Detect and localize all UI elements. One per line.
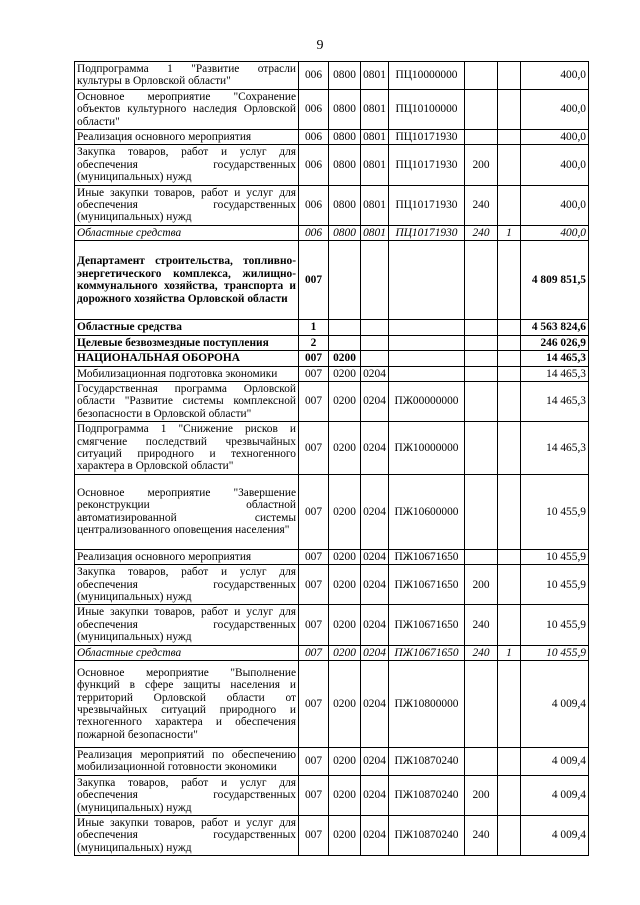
page-number: 9 (316, 38, 324, 53)
admin-code: 006 (299, 89, 329, 129)
target-article-code: ПЖ00000000 (389, 381, 465, 421)
amount: 400,0 (521, 185, 589, 225)
row-name: Реализация мероприятий по обеспечению мобилизационной готовности экономики (75, 748, 299, 776)
subsection-code (361, 335, 389, 350)
subsection-code: 0204 (361, 474, 389, 549)
table-row (75, 816, 589, 856)
section-code (329, 335, 361, 350)
admin-code: 007 (299, 241, 329, 320)
section-code: 0800 (329, 225, 361, 240)
expense-type-code (465, 241, 498, 320)
target-article-code: ПЖ10671650 (389, 645, 465, 660)
admin-code: 007 (299, 422, 329, 475)
expense-type-code (465, 549, 498, 564)
amount: 10 455,9 (521, 549, 589, 564)
admin-code: 007 (299, 351, 329, 366)
row-name: Целевые безвозмездные поступления (75, 335, 299, 350)
funding-source-code (498, 351, 521, 366)
subsection-code: 0204 (361, 366, 389, 381)
expense-type-code (465, 320, 498, 335)
section-code: 0800 (329, 145, 361, 185)
admin-code: 007 (299, 645, 329, 660)
amount: 4 809 851,5 (521, 241, 589, 320)
table-row (75, 185, 589, 225)
section-code: 0200 (329, 366, 361, 381)
subsection-code (361, 320, 389, 335)
section-code: 0200 (329, 748, 361, 776)
amount: 14 465,3 (521, 351, 589, 366)
amount: 10 455,9 (521, 565, 589, 605)
subsection-code: 0801 (361, 89, 389, 129)
table-row (75, 565, 589, 605)
admin-code: 007 (299, 605, 329, 645)
funding-source-code (498, 145, 521, 185)
target-article-code: ПЦ10171930 (389, 145, 465, 185)
target-article-code: ПЦ10171930 (389, 185, 465, 225)
admin-code: 1 (299, 320, 329, 335)
funding-source-code: 1 (498, 225, 521, 240)
subsection-code: 0801 (361, 225, 389, 240)
funding-source-code (498, 185, 521, 225)
funding-source-code (498, 335, 521, 350)
section-code: 0200 (329, 605, 361, 645)
target-article-code: ПЦ10171930 (389, 225, 465, 240)
funding-source-code (498, 89, 521, 129)
amount: 400,0 (521, 130, 589, 145)
amount: 4 563 824,6 (521, 320, 589, 335)
admin-code: 007 (299, 775, 329, 815)
funding-source-code (498, 565, 521, 605)
funding-source-code (498, 661, 521, 748)
expense-type-code (465, 366, 498, 381)
funding-source-code (498, 320, 521, 335)
subsection-code: 0204 (361, 605, 389, 645)
funding-source-code (498, 816, 521, 856)
row-name: Основное мероприятие "Завершение реконструкции областной автоматизированной системы централизованного оповещения населения" (75, 474, 299, 549)
funding-source-code (498, 549, 521, 564)
expense-type-code: 240 (465, 645, 498, 660)
amount: 14 465,3 (521, 381, 589, 421)
amount: 4 009,4 (521, 816, 589, 856)
section-code: 0800 (329, 130, 361, 145)
amount: 400,0 (521, 145, 589, 185)
expense-type-code (465, 89, 498, 129)
subsection-code: 0801 (361, 145, 389, 185)
expense-type-code (465, 748, 498, 776)
row-name: Областные средства (75, 645, 299, 660)
admin-code: 006 (299, 225, 329, 240)
amount: 10 455,9 (521, 605, 589, 645)
funding-source-code (498, 474, 521, 549)
funding-source-code (498, 366, 521, 381)
table-row (75, 605, 589, 645)
funding-source-code (498, 241, 521, 320)
expense-type-code (465, 422, 498, 475)
section-code: 0200 (329, 549, 361, 564)
subsection-code (361, 241, 389, 320)
table-row (75, 775, 589, 815)
subsection-code: 0204 (361, 565, 389, 605)
target-article-code (389, 366, 465, 381)
table-row (75, 549, 589, 564)
amount: 10 455,9 (521, 645, 589, 660)
expense-type-code (465, 335, 498, 350)
expense-type-code: 240 (465, 225, 498, 240)
row-name: Департамент строительства, топливно-энергетического комплекса, жилищно-коммунального хозяйства, транспорта и дорожного хозяйства Орловской области (75, 241, 299, 320)
expense-type-code: 240 (465, 816, 498, 856)
table-row (75, 381, 589, 421)
expense-type-code (465, 381, 498, 421)
section-code: 0800 (329, 89, 361, 129)
target-article-code (389, 320, 465, 335)
section-code: 0200 (329, 422, 361, 475)
admin-code: 007 (299, 366, 329, 381)
row-name: Подпрограмма 1 "Снижение рисков и смягчение последствий чрезвычайных ситуаций природного и техногенного характера в Орловской области" (75, 422, 299, 475)
subsection-code: 0204 (361, 661, 389, 748)
target-article-code: ПЖ10870240 (389, 775, 465, 815)
admin-code: 006 (299, 185, 329, 225)
expense-type-code: 240 (465, 605, 498, 645)
admin-code: 2 (299, 335, 329, 350)
amount: 10 455,9 (521, 474, 589, 549)
row-name: Иные закупки товаров, работ и услуг для обеспечения государственных (муниципальных) нужд (75, 605, 299, 645)
table-row (75, 351, 589, 366)
expense-type-code (465, 130, 498, 145)
subsection-code: 0204 (361, 381, 389, 421)
amount: 400,0 (521, 225, 589, 240)
admin-code: 007 (299, 474, 329, 549)
expense-type-code (465, 661, 498, 748)
expense-type-code: 200 (465, 565, 498, 605)
table-row (75, 62, 589, 90)
row-name: НАЦИОНАЛЬНАЯ ОБОРОНА (75, 351, 299, 366)
row-name: Областные средства (75, 320, 299, 335)
admin-code: 007 (299, 565, 329, 605)
target-article-code: ПЖ10671650 (389, 605, 465, 645)
admin-code: 006 (299, 130, 329, 145)
section-code: 0200 (329, 816, 361, 856)
budget-table (74, 61, 589, 856)
target-article-code: ПЖ10671650 (389, 549, 465, 564)
subsection-code: 0204 (361, 816, 389, 856)
admin-code: 007 (299, 748, 329, 776)
funding-source-code (498, 775, 521, 815)
target-article-code (389, 351, 465, 366)
admin-code: 007 (299, 549, 329, 564)
amount: 14 465,3 (521, 366, 589, 381)
row-name: Закупка товаров, работ и услуг для обеспечения государственных (муниципальных) нужд (75, 775, 299, 815)
table-row (75, 145, 589, 185)
funding-source-code (498, 748, 521, 776)
amount: 4 009,4 (521, 775, 589, 815)
subsection-code: 0204 (361, 748, 389, 776)
table-row (75, 474, 589, 549)
expense-type-code: 200 (465, 775, 498, 815)
row-name: Подпрограмма 1 "Развитие отрасли культуры в Орловской области" (75, 62, 299, 90)
target-article-code (389, 335, 465, 350)
target-article-code: ПЖ10870240 (389, 748, 465, 776)
amount: 400,0 (521, 89, 589, 129)
budget-table-body (75, 62, 589, 856)
subsection-code: 0801 (361, 130, 389, 145)
section-code (329, 241, 361, 320)
section-code: 0200 (329, 381, 361, 421)
target-article-code: ПЖ10600000 (389, 474, 465, 549)
admin-code: 007 (299, 381, 329, 421)
section-code (329, 320, 361, 335)
section-code: 0200 (329, 351, 361, 366)
target-article-code: ПЖ10000000 (389, 422, 465, 475)
table-row (75, 366, 589, 381)
funding-source-code: 1 (498, 645, 521, 660)
table-row (75, 320, 589, 335)
expense-type-code (465, 474, 498, 549)
section-code: 0800 (329, 62, 361, 90)
table-row (75, 225, 589, 240)
section-code: 0800 (329, 185, 361, 225)
table-row (75, 241, 589, 320)
funding-source-code (498, 422, 521, 475)
section-code: 0200 (329, 565, 361, 605)
target-article-code: ПЖ10671650 (389, 565, 465, 605)
subsection-code: 0204 (361, 549, 389, 564)
target-article-code: ПЦ10100000 (389, 89, 465, 129)
funding-source-code (498, 605, 521, 645)
funding-source-code (498, 381, 521, 421)
section-code: 0200 (329, 775, 361, 815)
target-article-code: ПЦ10171930 (389, 130, 465, 145)
admin-code: 006 (299, 145, 329, 185)
table-row (75, 661, 589, 748)
row-name: Основное мероприятие "Выполнение функций в сфере защиты населения и территорий Орловской области от чрезвычайных ситуаций природного и техногенного характера и обеспечения пожарной безопасности" (75, 661, 299, 748)
row-name: Закупка товаров, работ и услуг для обеспечения государственных (муниципальных) нужд (75, 145, 299, 185)
subsection-code: 0204 (361, 775, 389, 815)
section-code: 0200 (329, 645, 361, 660)
table-row (75, 422, 589, 475)
amount: 246 026,9 (521, 335, 589, 350)
expense-type-code: 200 (465, 145, 498, 185)
amount: 400,0 (521, 62, 589, 90)
subsection-code (361, 351, 389, 366)
table-row (75, 335, 589, 350)
funding-source-code (498, 130, 521, 145)
row-name: Основное мероприятие "Сохранение объектов культурного наследия Орловской области" (75, 89, 299, 129)
row-name: Областные средства (75, 225, 299, 240)
admin-code: 007 (299, 816, 329, 856)
amount: 4 009,4 (521, 748, 589, 776)
row-name: Иные закупки товаров, работ и услуг для обеспечения государственных (муниципальных) нужд (75, 816, 299, 856)
target-article-code: ПЖ10800000 (389, 661, 465, 748)
table-row (75, 645, 589, 660)
subsection-code: 0801 (361, 62, 389, 90)
row-name: Реализация основного мероприятия (75, 130, 299, 145)
table-row (75, 130, 589, 145)
row-name: Мобилизационная подготовка экономики (75, 366, 299, 381)
row-name: Государственная программа Орловской области "Развитие системы комплексной безопасности в Орловской области" (75, 381, 299, 421)
expense-type-code (465, 62, 498, 90)
target-article-code (389, 241, 465, 320)
admin-code: 006 (299, 62, 329, 90)
subsection-code: 0204 (361, 422, 389, 475)
section-code: 0200 (329, 474, 361, 549)
subsection-code: 0801 (361, 185, 389, 225)
row-name: Реализация основного мероприятия (75, 549, 299, 564)
subsection-code: 0204 (361, 645, 389, 660)
table-row (75, 89, 589, 129)
row-name: Закупка товаров, работ и услуг для обеспечения государственных (муниципальных) нужд (75, 565, 299, 605)
admin-code: 007 (299, 661, 329, 748)
target-article-code: ПЦ10000000 (389, 62, 465, 90)
amount: 4 009,4 (521, 661, 589, 748)
target-article-code: ПЖ10870240 (389, 816, 465, 856)
section-code: 0200 (329, 661, 361, 748)
expense-type-code (465, 351, 498, 366)
row-name: Иные закупки товаров, работ и услуг для обеспечения государственных (муниципальных) нужд (75, 185, 299, 225)
funding-source-code (498, 62, 521, 90)
amount: 14 465,3 (521, 422, 589, 475)
table-row (75, 748, 589, 776)
expense-type-code: 240 (465, 185, 498, 225)
